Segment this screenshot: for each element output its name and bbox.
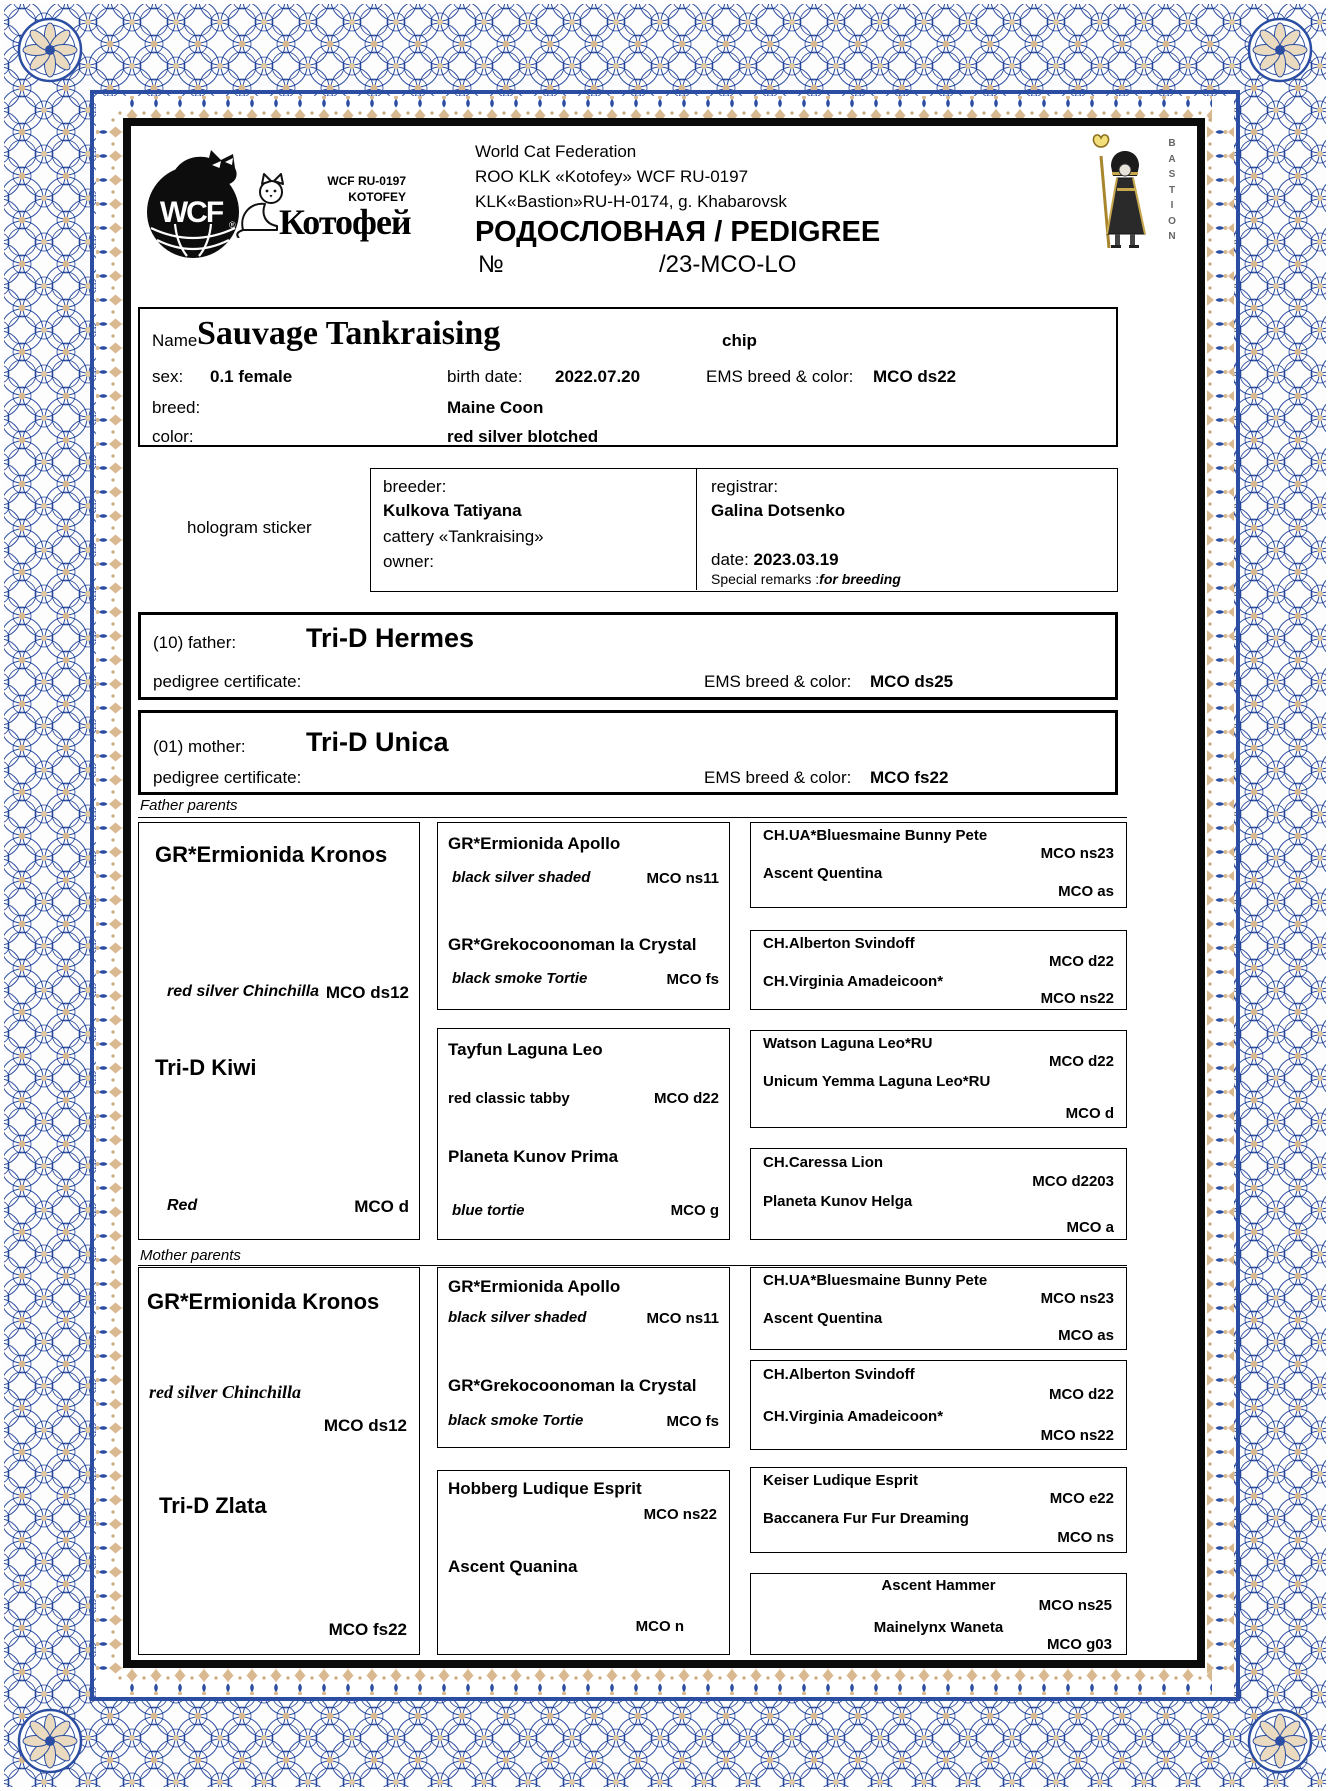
ancestor-ems: MCO ns11 xyxy=(646,870,719,887)
bastion-vertical-text: B A S T I O N xyxy=(1168,138,1176,242)
ancestor-ems: MCO ns22 xyxy=(1040,1427,1114,1444)
father-pedigree-label: pedigree certificate: xyxy=(153,672,302,691)
registrar-name: Galina Dotsenko xyxy=(711,501,846,520)
svg-text:WCF: WCF xyxy=(159,196,223,229)
ancestor-ems: MCO ds12 xyxy=(325,983,409,1002)
mother-greatgrandparents-cell-bottom xyxy=(437,1470,730,1655)
ancestor-ems: MCO d22 xyxy=(1048,1053,1114,1070)
remarks-label: Special remarks : xyxy=(711,571,820,587)
cell-divider xyxy=(696,469,697,590)
ancestor-ems: MCO g xyxy=(670,1202,719,1219)
ancestor-name: Ascent Hammer xyxy=(881,1577,996,1594)
father-gg-cell-4 xyxy=(750,1148,1127,1240)
breed-label: breed: xyxy=(152,398,201,417)
ancestor-name: Planeta Kunov Helga xyxy=(763,1193,913,1210)
ancestor-name: CH.UA*Bluesmaine Bunny Pete xyxy=(763,1272,988,1289)
sex-value: 0.1 female xyxy=(210,367,293,386)
ancestor-color: black smoke Tortie xyxy=(448,1412,584,1429)
club-name-cyrillic: Котофей xyxy=(279,202,411,242)
mother-box xyxy=(138,710,1118,795)
mother-grandparents-cell xyxy=(138,1267,420,1655)
ancestor-ems: MCO ns22 xyxy=(1040,990,1114,1007)
birth-date-value: 2022.07.20 xyxy=(555,367,641,386)
owner-label: owner: xyxy=(383,552,435,571)
ancestor-ems: MCO ns25 xyxy=(1038,1597,1112,1614)
name-label: Name xyxy=(152,331,198,350)
ancestor-name: CH.Alberton Svindoff xyxy=(763,1366,915,1383)
father-greatgrandparents-cell-top xyxy=(437,822,730,1010)
ancestor-ems: MCO ns22 xyxy=(643,1506,717,1523)
org-line-3: KLK«Bastion»RU-H-0174, g. Khabarovsk xyxy=(475,192,787,211)
ancestor-name: Planeta Kunov Prima xyxy=(448,1147,619,1166)
ancestor-ems: MCO d22 xyxy=(1048,953,1114,970)
ancestor-ems: MCO ns xyxy=(1057,1529,1114,1546)
ancestor-ems: MCO g03 xyxy=(1046,1636,1112,1653)
date-label: date: xyxy=(711,550,749,569)
father-greatgrandparents-cell-bottom xyxy=(437,1028,730,1240)
ancestor-name: Baccanera Fur Fur Dreaming xyxy=(763,1510,969,1527)
ancestor-name: Hobberg Ludique Esprit xyxy=(448,1479,642,1498)
ancestor-name: CH.UA*Bluesmaine Bunny Pete xyxy=(763,827,988,844)
color-label: color: xyxy=(152,427,194,446)
chip-label: chip xyxy=(722,331,757,350)
mother-ems-value: MCO fs22 xyxy=(870,768,949,787)
father-ems-label: EMS breed & color: xyxy=(704,672,852,691)
father-label: (10) father: xyxy=(153,633,237,652)
ancestor-color: black smoke Tortie xyxy=(452,970,588,987)
father-ems-value: MCO ds25 xyxy=(870,672,954,691)
ancestor-ems: MCO d2203 xyxy=(1032,1173,1114,1190)
registration-date xyxy=(711,550,839,569)
document-frame xyxy=(123,118,1205,1668)
ancestor-name: CH.Caressa Lion xyxy=(763,1154,884,1171)
ancestor-name: GR*Ermionida Kronos xyxy=(147,1289,380,1314)
birth-date-label: birth date: xyxy=(447,367,523,386)
number-value: /23-MCO-LO xyxy=(659,251,797,278)
mother-label: (01) mother: xyxy=(153,737,246,756)
ancestor-color: blue tortie xyxy=(452,1202,525,1219)
mother-ems-label: EMS breed & color: xyxy=(704,768,852,787)
ancestor-name: Tayfun Laguna Leo xyxy=(448,1040,603,1059)
ems-label: EMS breed & color: xyxy=(706,367,854,386)
ancestor-name: GR*Ermionida Apollo xyxy=(448,834,621,853)
ancestor-color: black silver shaded xyxy=(452,869,591,886)
ancestor-ems: MCO as xyxy=(1058,883,1114,900)
mother-name: Tri-D Unica xyxy=(306,727,449,757)
ancestor-ems: MCO ds12 xyxy=(323,1416,407,1435)
ancestor-name: GR*Grekocoonoman Ia Crystal xyxy=(448,935,697,954)
breed-value: Maine Coon xyxy=(447,398,544,417)
ancestor-name: Watson Laguna Leo*RU xyxy=(763,1035,933,1052)
ancestor-ems: MCO ns23 xyxy=(1040,1290,1114,1307)
ancestor-ems: MCO d xyxy=(354,1197,409,1216)
father-parents-label: Father parents xyxy=(140,797,238,814)
ancestor-color: red classic tabby xyxy=(448,1090,570,1107)
cat-identity-box xyxy=(138,307,1118,447)
father-gg-cell-1 xyxy=(750,822,1127,908)
club-registration-small xyxy=(296,174,406,205)
mother-gg-cell-2 xyxy=(750,1360,1127,1450)
ancestor-ems: MCO fs22 xyxy=(328,1620,407,1639)
mother-parents-rule xyxy=(138,1265,1127,1266)
ancestor-ems: MCO d22 xyxy=(653,1090,719,1107)
org-line-2: ROO KLK «Kotofey» WCF RU-0197 xyxy=(475,167,749,186)
remarks-value: for breeding xyxy=(819,571,901,587)
ancestor-ems: MCO d22 xyxy=(1048,1386,1114,1403)
ancestor-ems: MCO fs xyxy=(666,1413,719,1430)
ancestor-ems: MCO d xyxy=(1065,1105,1114,1122)
document-title: РОДОСЛОВНАЯ / PEDIGREE xyxy=(475,216,881,248)
ancestor-name: Unicum Yemma Laguna Leo*RU xyxy=(763,1073,991,1090)
ancestor-name: GR*Grekocoonoman Ia Crystal xyxy=(448,1376,697,1395)
ancestor-ems: MCO e22 xyxy=(1049,1490,1114,1507)
number-label: № xyxy=(478,251,504,278)
father-box xyxy=(138,612,1118,700)
ancestor-name: CH.Alberton Svindoff xyxy=(763,935,915,952)
ancestor-name: Tri-D Kiwi xyxy=(155,1055,257,1080)
ancestor-ems: MCO a xyxy=(1066,1219,1114,1236)
color-value: red silver blotched xyxy=(447,427,599,446)
ancestor-name: Ascent Quanina xyxy=(448,1557,578,1576)
date-value: 2023.03.19 xyxy=(753,550,839,569)
ancestor-color: red silver Chinchilla xyxy=(149,1382,302,1402)
mother-gg-cell-1 xyxy=(750,1267,1127,1350)
club-reg-line1: WCF RU-0197 xyxy=(327,174,406,188)
ancestor-name: GR*Ermionida Kronos xyxy=(155,842,388,867)
mother-parents-label: Mother parents xyxy=(140,1247,241,1264)
ems-value: MCO ds22 xyxy=(873,367,957,386)
club-reg-line2: KOTOFEY xyxy=(348,189,406,204)
father-name: Tri-D Hermes xyxy=(306,623,475,653)
hologram-sticker-note: hologram sticker xyxy=(187,518,312,537)
registrar-label: registrar: xyxy=(711,477,779,496)
bastion-logo-icon xyxy=(1087,130,1159,254)
ancestor-name: CH.Virginia Amadeicoon* xyxy=(763,973,944,990)
breeder-registrar-box xyxy=(370,468,1118,592)
mother-gg-cell-3 xyxy=(750,1467,1127,1553)
ancestor-name: Mainelynx Waneta xyxy=(873,1619,1004,1636)
ancestor-name: Ascent Quentina xyxy=(763,1310,883,1327)
father-gg-cell-2 xyxy=(750,930,1127,1010)
mother-pedigree-label: pedigree certificate: xyxy=(153,768,302,787)
breeder-label: breeder: xyxy=(383,477,447,496)
father-gg-cell-3 xyxy=(750,1030,1127,1128)
ancestor-name: CH.Virginia Amadeicoon* xyxy=(763,1408,944,1425)
org-line-1: World Cat Federation xyxy=(475,142,637,161)
ancestor-ems: MCO as xyxy=(1058,1327,1114,1344)
ancestor-color: black silver shaded xyxy=(448,1309,587,1326)
ancestor-name: Tri-D Zlata xyxy=(159,1493,267,1518)
ancestor-ems: MCO fs xyxy=(666,971,719,988)
svg-text:®: ® xyxy=(229,220,236,230)
sex-label: sex: xyxy=(152,367,184,386)
ancestor-ems: MCO n xyxy=(635,1618,684,1635)
father-parents-rule xyxy=(138,817,1127,818)
mother-gg-cell-4 xyxy=(750,1573,1127,1655)
ancestor-ems: MCO ns23 xyxy=(1040,845,1114,862)
father-grandparents-cell xyxy=(138,822,420,1240)
ancestor-color: red silver Chinchilla xyxy=(167,983,320,1000)
cattery-name: cattery «Tankraising» xyxy=(383,527,544,546)
cat-name: Sauvage Tankraising xyxy=(197,315,501,352)
ancestor-ems: MCO ns11 xyxy=(646,1310,719,1327)
ancestor-name: GR*Ermionida Apollo xyxy=(448,1277,621,1296)
special-remarks xyxy=(711,572,901,588)
breeder-name: Kulkova Tatiyana xyxy=(383,501,522,520)
ancestor-name: Keiser Ludique Esprit xyxy=(763,1472,919,1489)
ancestor-color: Red xyxy=(167,1197,198,1214)
ancestor-name: Ascent Quentina xyxy=(763,865,883,882)
mother-greatgrandparents-cell-top xyxy=(437,1267,730,1448)
